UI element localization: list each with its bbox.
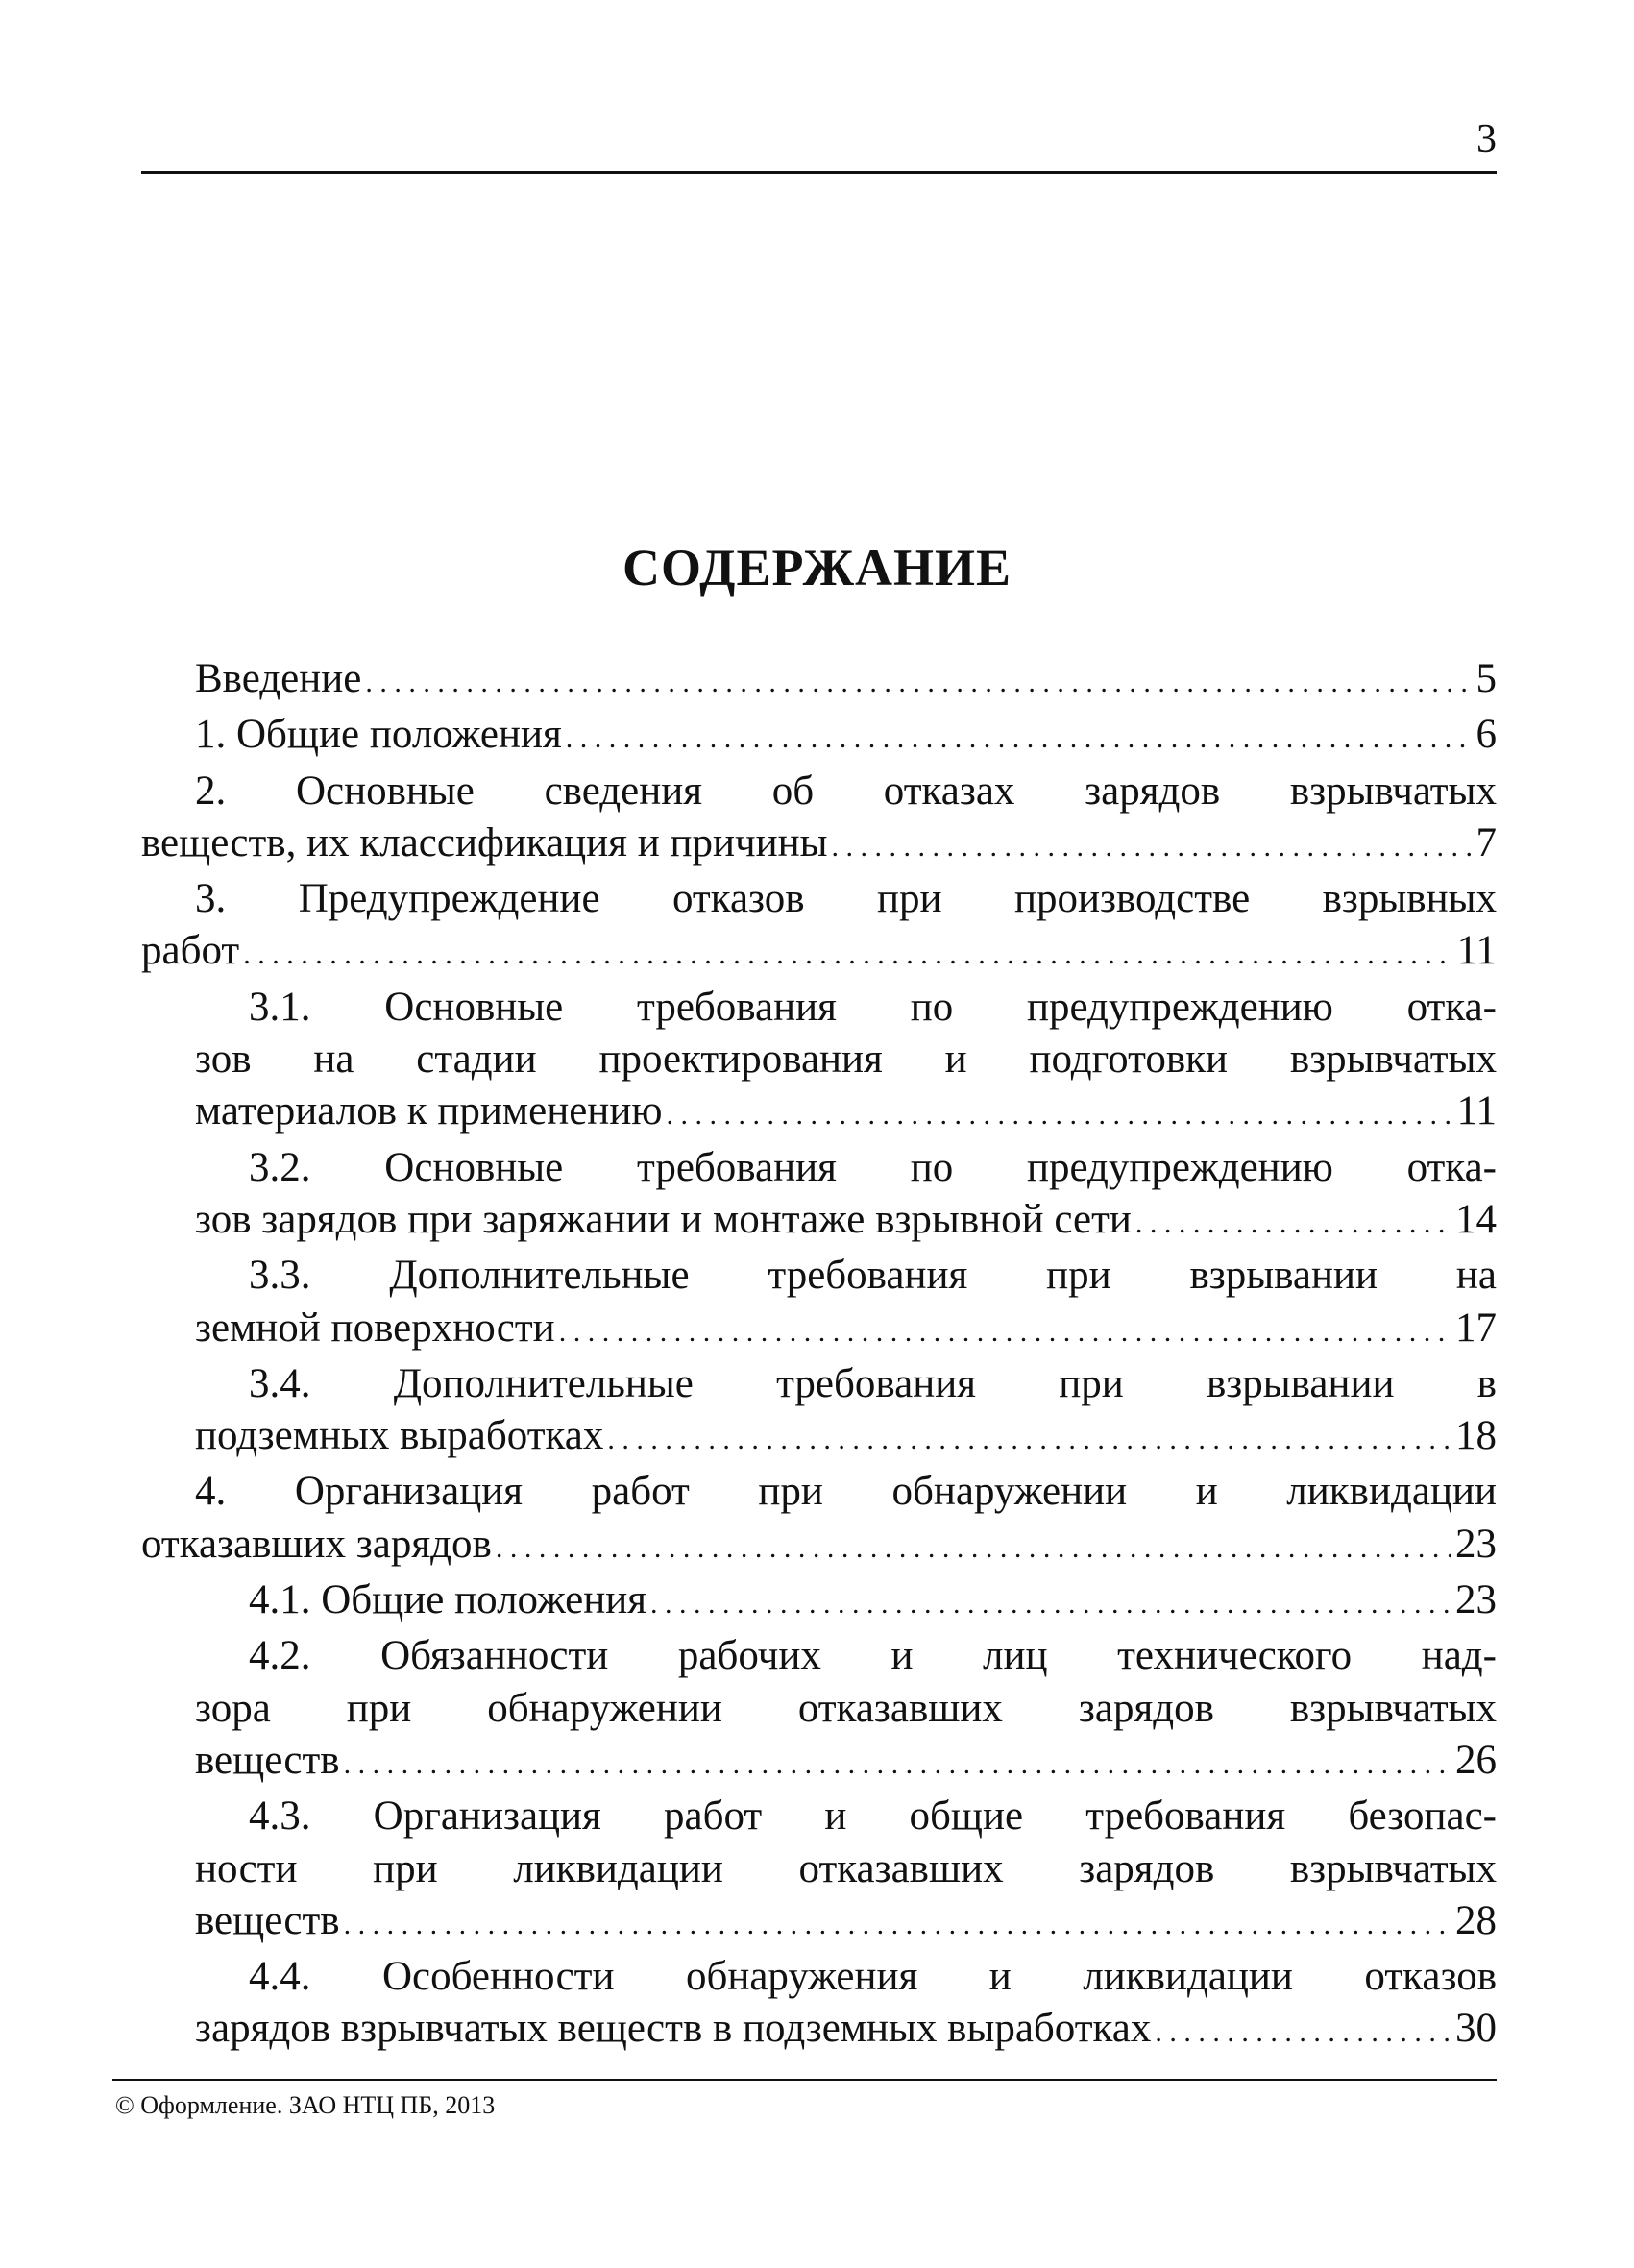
footer-rule (112, 2079, 1497, 2081)
toc-entry-title: материалов к применению (195, 1088, 663, 1134)
toc-entry[interactable] (141, 1466, 1497, 1574)
toc-entry[interactable] (141, 873, 1497, 982)
dot-leader (1135, 1198, 1451, 1250)
toc-entry[interactable] (141, 1574, 1497, 1630)
toc-entry-title: подземных выработках (195, 1413, 604, 1459)
toc-entry-line: 3.4. Дополнительные требования при взрывании в (249, 1360, 1497, 1406)
dot-leader (666, 1089, 1452, 1141)
header-rule (141, 171, 1497, 174)
toc-entry[interactable] (141, 653, 1497, 709)
toc-page-number: 17 (1455, 1305, 1497, 1351)
toc-entry-title: 4.1. Общие положения (249, 1577, 647, 1623)
dot-leader (365, 657, 1472, 709)
table-of-contents (141, 653, 1497, 2060)
page-number: 3 (1476, 117, 1497, 161)
toc-page-number: 7 (1475, 819, 1497, 866)
toc-entry[interactable] (141, 709, 1497, 765)
toc-entry-title: зов зарядов при заряжании и монтаже взрывной сети (195, 1196, 1132, 1242)
toc-page-number: 23 (1455, 1521, 1497, 1567)
toc-entry-line: ности при ликвидации отказавших зарядов взрывчатых (195, 1845, 1497, 1891)
dot-leader (832, 821, 1473, 873)
toc-entry-title: земной поверхности (195, 1305, 555, 1351)
toc-entry-line: 4.4. Особенности обнаружения и ликвидации отказов (249, 1954, 1497, 2000)
toc-page-number: 30 (1455, 2006, 1497, 2052)
toc-entry-line: 4. Организация работ при обнаружении и ликвидации (195, 1469, 1497, 1515)
toc-entry[interactable] (141, 1630, 1497, 1791)
toc-entry-line: 3.3. Дополнительные требования при взрывании на (249, 1253, 1497, 1299)
toc-entry-line: 2. Основные сведения об отказах зарядов взрывчатых (195, 768, 1497, 814)
toc-entry-title: веществ (195, 1897, 340, 1943)
copyright-footer: © Оформление. ЗАО НТЦ ПБ, 2013 (115, 2091, 496, 2119)
toc-page-number: 11 (1456, 928, 1497, 974)
toc-entry[interactable] (141, 1142, 1497, 1251)
toc-page-number: 14 (1455, 1196, 1497, 1242)
toc-entry-title: отказавших зарядов (141, 1521, 492, 1567)
toc-entry-title: работ (141, 928, 240, 974)
toc-entry-line: 3.1. Основные требования по предупреждению отка- (249, 984, 1497, 1030)
toc-entry[interactable] (141, 766, 1497, 874)
dot-leader (650, 1578, 1451, 1630)
toc-entry[interactable] (141, 1358, 1497, 1467)
toc-entry-title: веществ, их классификация и причины (141, 819, 828, 866)
toc-page-number: 23 (1455, 1577, 1497, 1623)
toc-entry-line: зов на стадии проектирования и подготовки взрывчатых (195, 1036, 1497, 1083)
toc-entry[interactable] (141, 982, 1497, 1142)
dot-leader (559, 1306, 1451, 1358)
toc-page-number: 26 (1455, 1737, 1497, 1783)
toc-entry-title: 1. Общие положения (195, 712, 562, 758)
toc-page-number: 5 (1475, 656, 1497, 701)
toc-page-number: 11 (1456, 1088, 1497, 1134)
toc-entry-line: 4.3. Организация работ и общие требования безопас- (249, 1793, 1497, 1840)
dot-leader (243, 929, 1452, 981)
toc-page-number: 28 (1455, 1897, 1497, 1943)
dot-leader (1155, 2007, 1451, 2059)
dot-leader (496, 1523, 1451, 1574)
toc-entry-line: 4.2. Обязанности рабочих и лиц технического над- (249, 1633, 1497, 1679)
toc-entry[interactable] (141, 1791, 1497, 1951)
dot-leader (607, 1414, 1451, 1466)
toc-entry-title: Введение (195, 656, 362, 701)
dot-leader (566, 713, 1473, 765)
dot-leader (344, 1739, 1451, 1791)
dot-leader (344, 1899, 1451, 1951)
toc-title: СОДЕРЖАНИЕ (622, 539, 1012, 597)
toc-entry[interactable] (141, 1951, 1497, 2060)
toc-page-number: 6 (1475, 712, 1497, 758)
toc-entry-title: зарядов взрывчатых веществ в подземных выработках (195, 2006, 1152, 2052)
toc-entry-title: веществ (195, 1737, 340, 1783)
toc-entry-line: зора при обнаружении отказавших зарядов взрывчатых (195, 1685, 1497, 1731)
toc-page-number: 18 (1455, 1413, 1497, 1459)
toc-entry-line: 3. Предупреждение отказов при производстве взрывных (195, 876, 1497, 922)
toc-entry[interactable] (141, 1250, 1497, 1358)
toc-entry-line: 3.2. Основные требования по предупреждению отка- (249, 1144, 1497, 1190)
